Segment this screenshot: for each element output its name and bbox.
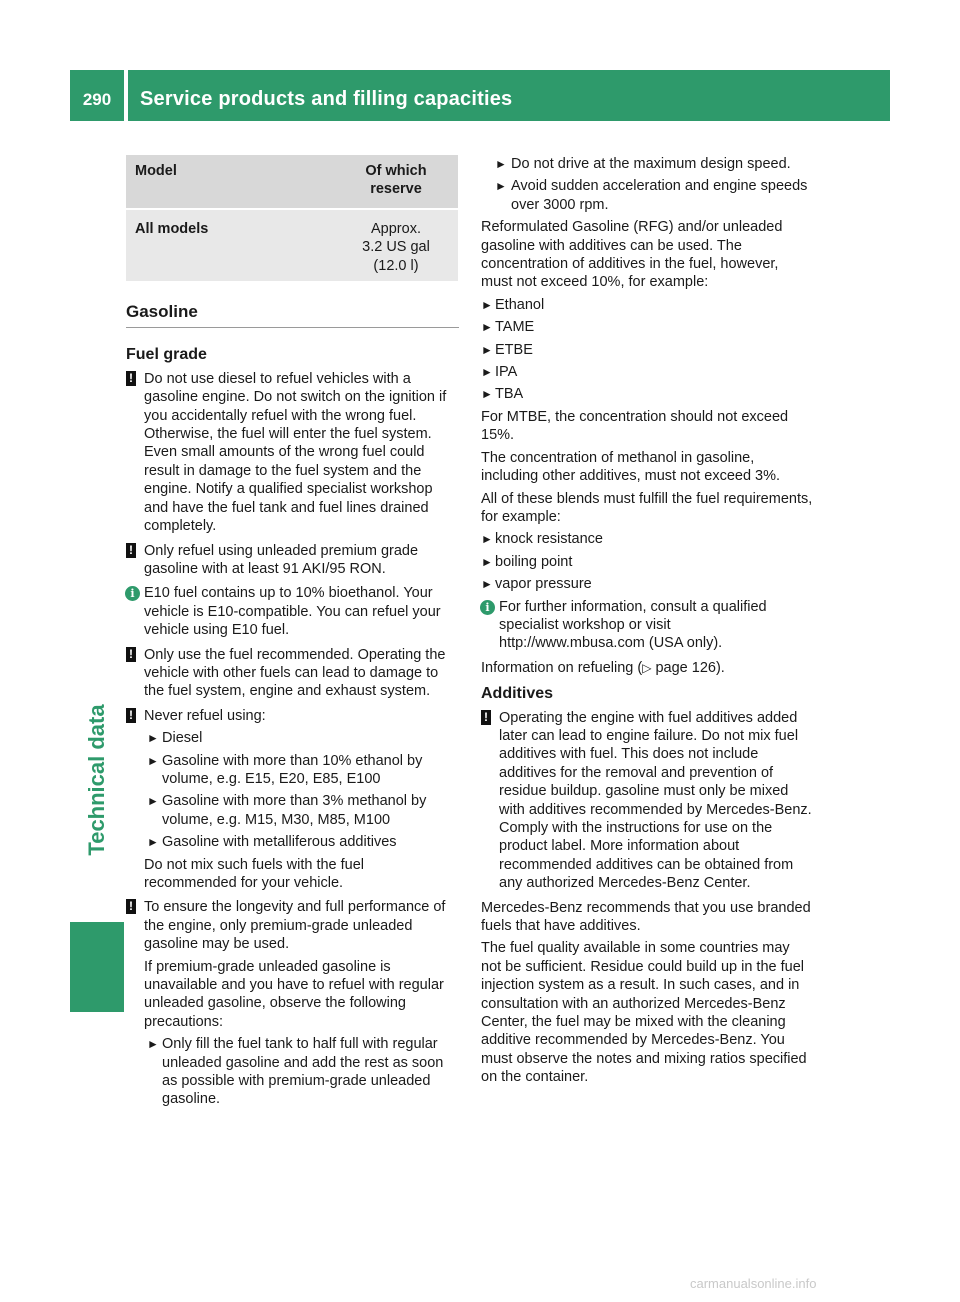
list-item: ► Avoid sudden acceleration and engine speeds over 3000 rpm. (495, 178, 808, 213)
bullet-arrow-icon: ► (481, 387, 493, 402)
page-title: Service products and filling capacities (140, 88, 513, 110)
subhead-fuel-grade: Fuel grade (126, 346, 207, 364)
warning-note (126, 898, 459, 1108)
list-item: ► Diesel (147, 730, 203, 747)
list-item: ► boiling point (481, 553, 573, 570)
bullet-arrow-icon: ► (147, 1037, 159, 1052)
info-text: E10 fuel contains up to 10% bioethanol. Your vehicle is E10-compatible. You can refuel your vehicle using E10 fuel. (144, 585, 441, 639)
table-row (126, 209, 458, 281)
bullet-arrow-icon: ► (147, 794, 159, 809)
paragraph: Mercedes-Benz recommends that you use branded fuels that have additives. (481, 899, 811, 935)
warning-note (126, 370, 459, 536)
paragraph: The fuel quality available in some countries may not be sufficient. Residue could build up in the fuel injection system as a result. In such cases, and in consultation with an authorized Mercedes-Benz Center, the fuel may be mixed with the cleaning additive recommended by Mercedes-Benz. You must observe the notes and mixing ratios specified on the container. (481, 940, 807, 1086)
bullet-arrow-icon: ► (481, 365, 493, 380)
warning-text: To ensure the longevity and full performance of the engine, only premium-grade unleaded gasoline may be used. (144, 899, 446, 953)
warning-text: Never refuel using: (144, 707, 266, 724)
list-item: ► Gasoline with metalliferous additives (147, 834, 397, 851)
section-title-gasoline: Gasoline (126, 303, 459, 328)
requirements-list (481, 530, 813, 593)
warning-text: Do not use diesel to refuel vehicles with a gasoline engine. Do not switch on the ignition if you accidentally refuel with the wrong fuel. Otherwise, the fuel will enter the fuel system. Even small amounts of the wrong fuel could result in damage to the fuel system and the engine. Notify a qualified specialist workshop and have the fuel tank and fuel lines drained completely. (144, 370, 447, 535)
warning-icon: ! (126, 899, 136, 914)
warning-text: Only use the fuel recommended. Operating the vehicle with other fuels can lead to damage to the fuel system, engine and exhaust system. (144, 646, 446, 700)
page-number: 290 (82, 90, 112, 109)
warning-icon: ! (126, 647, 136, 662)
side-tab-label: Technical data (84, 704, 109, 856)
list-item: ► ETBE (481, 341, 533, 358)
paragraph: All of these blends must fulfill the fuel requirements, for example: (481, 490, 813, 525)
bullet-arrow-icon: ► (481, 577, 493, 592)
info-icon: i (125, 586, 140, 601)
list-item: ► IPA (481, 364, 518, 381)
reserve-line-3: (12.0 l) (373, 257, 419, 274)
bullet-arrow-icon: ► (481, 532, 493, 547)
bullet-arrow-icon: ► (481, 342, 493, 357)
subhead-additives: Additives (481, 685, 554, 703)
bullet-arrow-icon: ► (481, 554, 493, 569)
list-item: ► TAME (481, 319, 535, 336)
watermark: carmanualsonline.info (690, 1276, 817, 1291)
bullet-arrow-icon: ► (495, 157, 507, 171)
warning-icon: ! (126, 543, 136, 558)
paragraph: The concentration of methanol in gasoline, including other additives, must not exceed 3%. (481, 449, 781, 485)
bullet-arrow-icon: ► (147, 731, 159, 746)
bullet-arrow-icon: ► (481, 297, 493, 312)
additive-list (481, 296, 813, 404)
refueling-reference: Information on refueling (▷ page 126). (481, 659, 725, 676)
warning-text: Do not mix such fuels with the fuel recommended for your vehicle. (144, 856, 365, 891)
reserve-line-2: 3.2 US gal (362, 239, 430, 256)
precautions-list (144, 1035, 459, 1109)
warning-note (126, 646, 459, 701)
right-column (481, 155, 813, 1091)
list-item: ► Gasoline with more than 10% ethanol by volume, e.g. E15, E20, E85, E100 (147, 752, 423, 787)
table-header-reserve-text: Of which reserve (365, 163, 427, 198)
table-header-model: Model (126, 155, 334, 209)
reserve-line-1: Approx. (371, 220, 421, 237)
list-item: ► Do not drive at the maximum design speed. (495, 156, 791, 172)
page-number-box (70, 70, 124, 121)
header-bar (128, 70, 890, 121)
info-note (481, 598, 813, 653)
left-column (126, 155, 459, 1115)
reserve-table (126, 155, 458, 281)
side-tab (70, 640, 124, 920)
list-item: ► knock resistance (481, 531, 603, 548)
list-item: ► Ethanol (481, 296, 545, 313)
info-icon: i (480, 600, 495, 615)
table-cell-reserve (334, 209, 458, 281)
precautions-list-continued (481, 155, 813, 214)
warning-text: If premium-grade unleaded gasoline is unavailable and you have to refuel with regular unleaded gasoline, observe the following precautions: (144, 958, 444, 1030)
warning-text: Operating the engine with fuel additives added later can lead to engine failure. Do not mix fuel additives with fuel. This does not include additives for the removal and prevention of residue buildup. gasoline must only be mixed with additives recommended by Mercedes-Benz. Comply with the instructions for use on the product label. More information about recommended additives can be obtained from any authorized Mercedes-Benz Center. (499, 709, 812, 892)
info-note (126, 584, 459, 639)
table-header-reserve (334, 155, 458, 209)
list-item: ► TBA (481, 386, 524, 403)
page-reference-link[interactable]: page 126 (655, 659, 716, 676)
table-cell-model: All models (126, 209, 334, 281)
forbidden-fuels-list (144, 729, 459, 851)
paragraph: For MTBE, the concentration should not exceed 15%. (481, 408, 789, 444)
warning-icon: ! (481, 710, 491, 725)
warning-text: Only refuel using unleaded premium grade gasoline with at least 91 AKI/95 RON. (144, 542, 419, 577)
bullet-arrow-icon: ► (481, 320, 493, 335)
info-text: For further information, consult a qualified specialist workshop or visit http://www.mbusa.com (USA only). (499, 598, 767, 652)
warning-note (126, 707, 459, 893)
warning-icon: ! (126, 371, 136, 386)
side-tab-marker (70, 922, 124, 1012)
page-pointer-icon: ▷ (642, 660, 652, 675)
bullet-arrow-icon: ► (495, 179, 507, 194)
list-item: ► Gasoline with more than 3% methanol by volume, e.g. M15, M30, M85, M100 (147, 793, 427, 828)
paragraph: Reformulated Gasoline (RFG) and/or unleaded gasoline with additives can be used. The concentration of additives in the fuel, however, must not exceed 10%, for example: (481, 219, 783, 291)
list-item: ► vapor pressure (481, 576, 592, 593)
bullet-arrow-icon: ► (147, 835, 159, 850)
warning-note (481, 709, 813, 893)
warning-icon: ! (126, 708, 136, 723)
warning-note (126, 542, 459, 579)
list-item: ► Only fill the fuel tank to half full with regular unleaded gasoline and add the rest as soon as possible with premium-grade unleaded gasoline. (147, 1036, 444, 1108)
table-header-row (126, 155, 458, 209)
precautions-continued (481, 155, 813, 214)
bullet-arrow-icon: ► (147, 753, 159, 768)
